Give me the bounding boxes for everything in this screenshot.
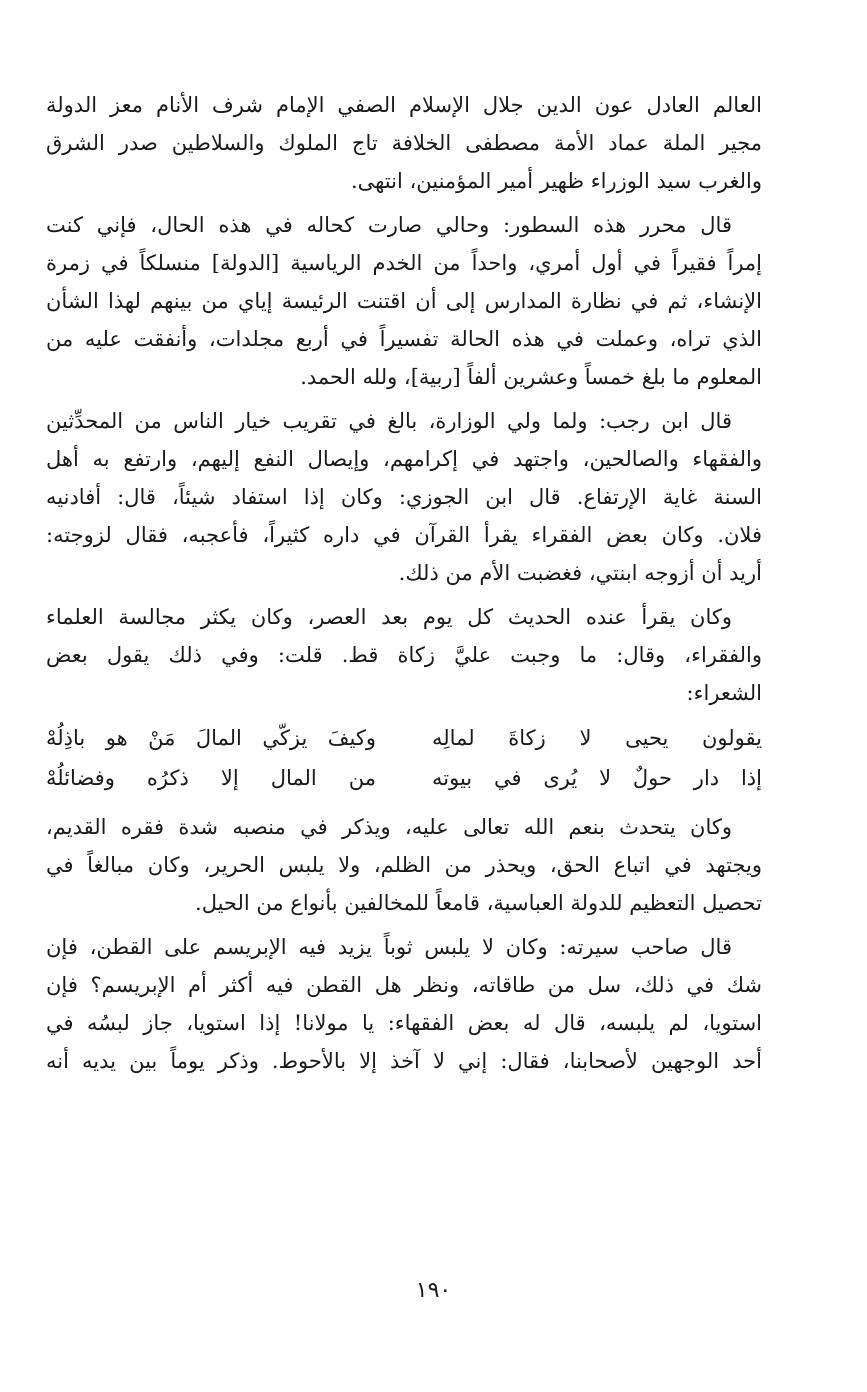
- text-line: مجير الملة عماد الأمة مصطفى الخلافة تاج الملوك والسلاطين صدر الشرق: [46, 131, 762, 155]
- verse-first-hemistich: إذا دار حولٌ لا يُرى في بيوته: [432, 766, 762, 790]
- text-line: وكان يتحدث بنعم الله تعالى عليه، ويذكر في منصبه شدة فقره القديم،: [46, 815, 732, 839]
- paragraph-ibn-rajab: [46, 402, 762, 592]
- text-line: ويجتهد في اتباع الحق، ويحذر من الظلم، ولا يلبس الحرير، وكان مبالغاً في: [46, 853, 762, 877]
- text-line: فلان. وكان بعض الفقراء يقرأ القرآن في داره كثيراً، فأعجبه، فقال لزوجته:: [46, 523, 762, 547]
- text-line: الإنشاء، ثم في نظارة المدارس إلى أن اقتنت الرئيسة إياي من بينهم لهذا الشأن: [46, 289, 762, 313]
- text-line: أريد أن أزوجه ابنتي، فغضبت الأم من ذلك.: [398, 561, 762, 585]
- text-line: قال محرر هذه السطور: وحالي صارت كحاله في هذه الحال، فإني كنت: [46, 213, 732, 237]
- text-line: والغرب سيد الوزراء ظهير أمير المؤمنين، انتهى.: [350, 169, 762, 193]
- text-line: العالم العادل عون الدين جلال الإسلام الصفي الإمام شرف الأنام معز الدولة: [46, 93, 762, 117]
- text-line: والفقهاء والصالحين، واجتهد في إكرامهم، وإيصال النفع إليهم، وارتفع به أهل: [46, 447, 762, 471]
- paragraph-gratitude: [46, 808, 762, 922]
- paragraph-hadith-reading: [46, 598, 762, 712]
- text-line: شك في ذلك، سل من طاقاته، ونظر هل القطن فيه أكثر أم الإبريسم؟ فإن: [46, 973, 762, 997]
- text-line: السنة غاية الإرتفاع. قال ابن الجوزي: وكان إذا استفاد شيئاً، قال: أفادنيه: [46, 485, 762, 509]
- paragraph-author-note: [46, 206, 762, 396]
- text-line: وكان يقرأ عنده الحديث كل يوم بعد العصر، وكان يكثر مجالسة العلماء: [46, 605, 732, 629]
- text-line: والفقراء، وقال: ما وجبت عليَّ زكاة قط. قلت: وفي ذلك يقول بعض: [46, 643, 762, 667]
- text-line: أحد الوجهين لأصحابنا، فقال: إني لا آخذ إلا بالأحوط. وذكر يوماً بين يديه أنه: [46, 1049, 762, 1073]
- text-line: الشعراء:: [686, 681, 762, 705]
- page-body: [46, 86, 762, 1086]
- text-line: المعلوم ما بلغ خمساً وعشرين ألفاً [ربية]، ولله الحمد.: [300, 365, 762, 389]
- paragraph-titles: [46, 86, 762, 200]
- text-line: تحصيل التعظيم للدولة العباسية، قامعاً للمخالفين بأنواع من الحيل.: [195, 891, 762, 915]
- text-line: قال ابن رجب: ولما ولي الوزارة، بالغ في تقريب خيار الناس من المحدِّثين: [46, 409, 732, 433]
- page-number: ١٩٠: [415, 1278, 452, 1303]
- paragraph-biographer: [46, 928, 762, 1080]
- poem-verses: [46, 718, 762, 798]
- verse-second-hemistich: من المال إلا ذكرُه وفضائلُهْ: [46, 766, 376, 790]
- verse-second-hemistich: وكيفَ يزكّي المالَ مَنْ هو باذِلُهْ: [46, 726, 376, 750]
- verse-first-hemistich: يقولون يحيى لا زكاةَ لمالِه: [432, 726, 762, 750]
- verse-line: [46, 758, 762, 798]
- text-line: قال صاحب سيرته: وكان لا يلبس ثوباً يزيد فيه الإبريسم على القطن، فإن: [46, 935, 732, 959]
- text-line: الذي تراه، وعملت في هذه الحالة تفسيراً في أربع مجلدات، وأنفقت عليه من: [46, 327, 762, 351]
- text-line: استويا، لم يلبسه، قال له بعض الفقهاء: يا مولانا! إذا استويا، جاز لبسُه في: [46, 1011, 762, 1035]
- text-line: إمراً فقيراً في أول أمري، واحداً من الخدم الرياسية [الدولة] منسلكاً في زمرة: [46, 251, 762, 275]
- verse-line: [46, 718, 762, 758]
